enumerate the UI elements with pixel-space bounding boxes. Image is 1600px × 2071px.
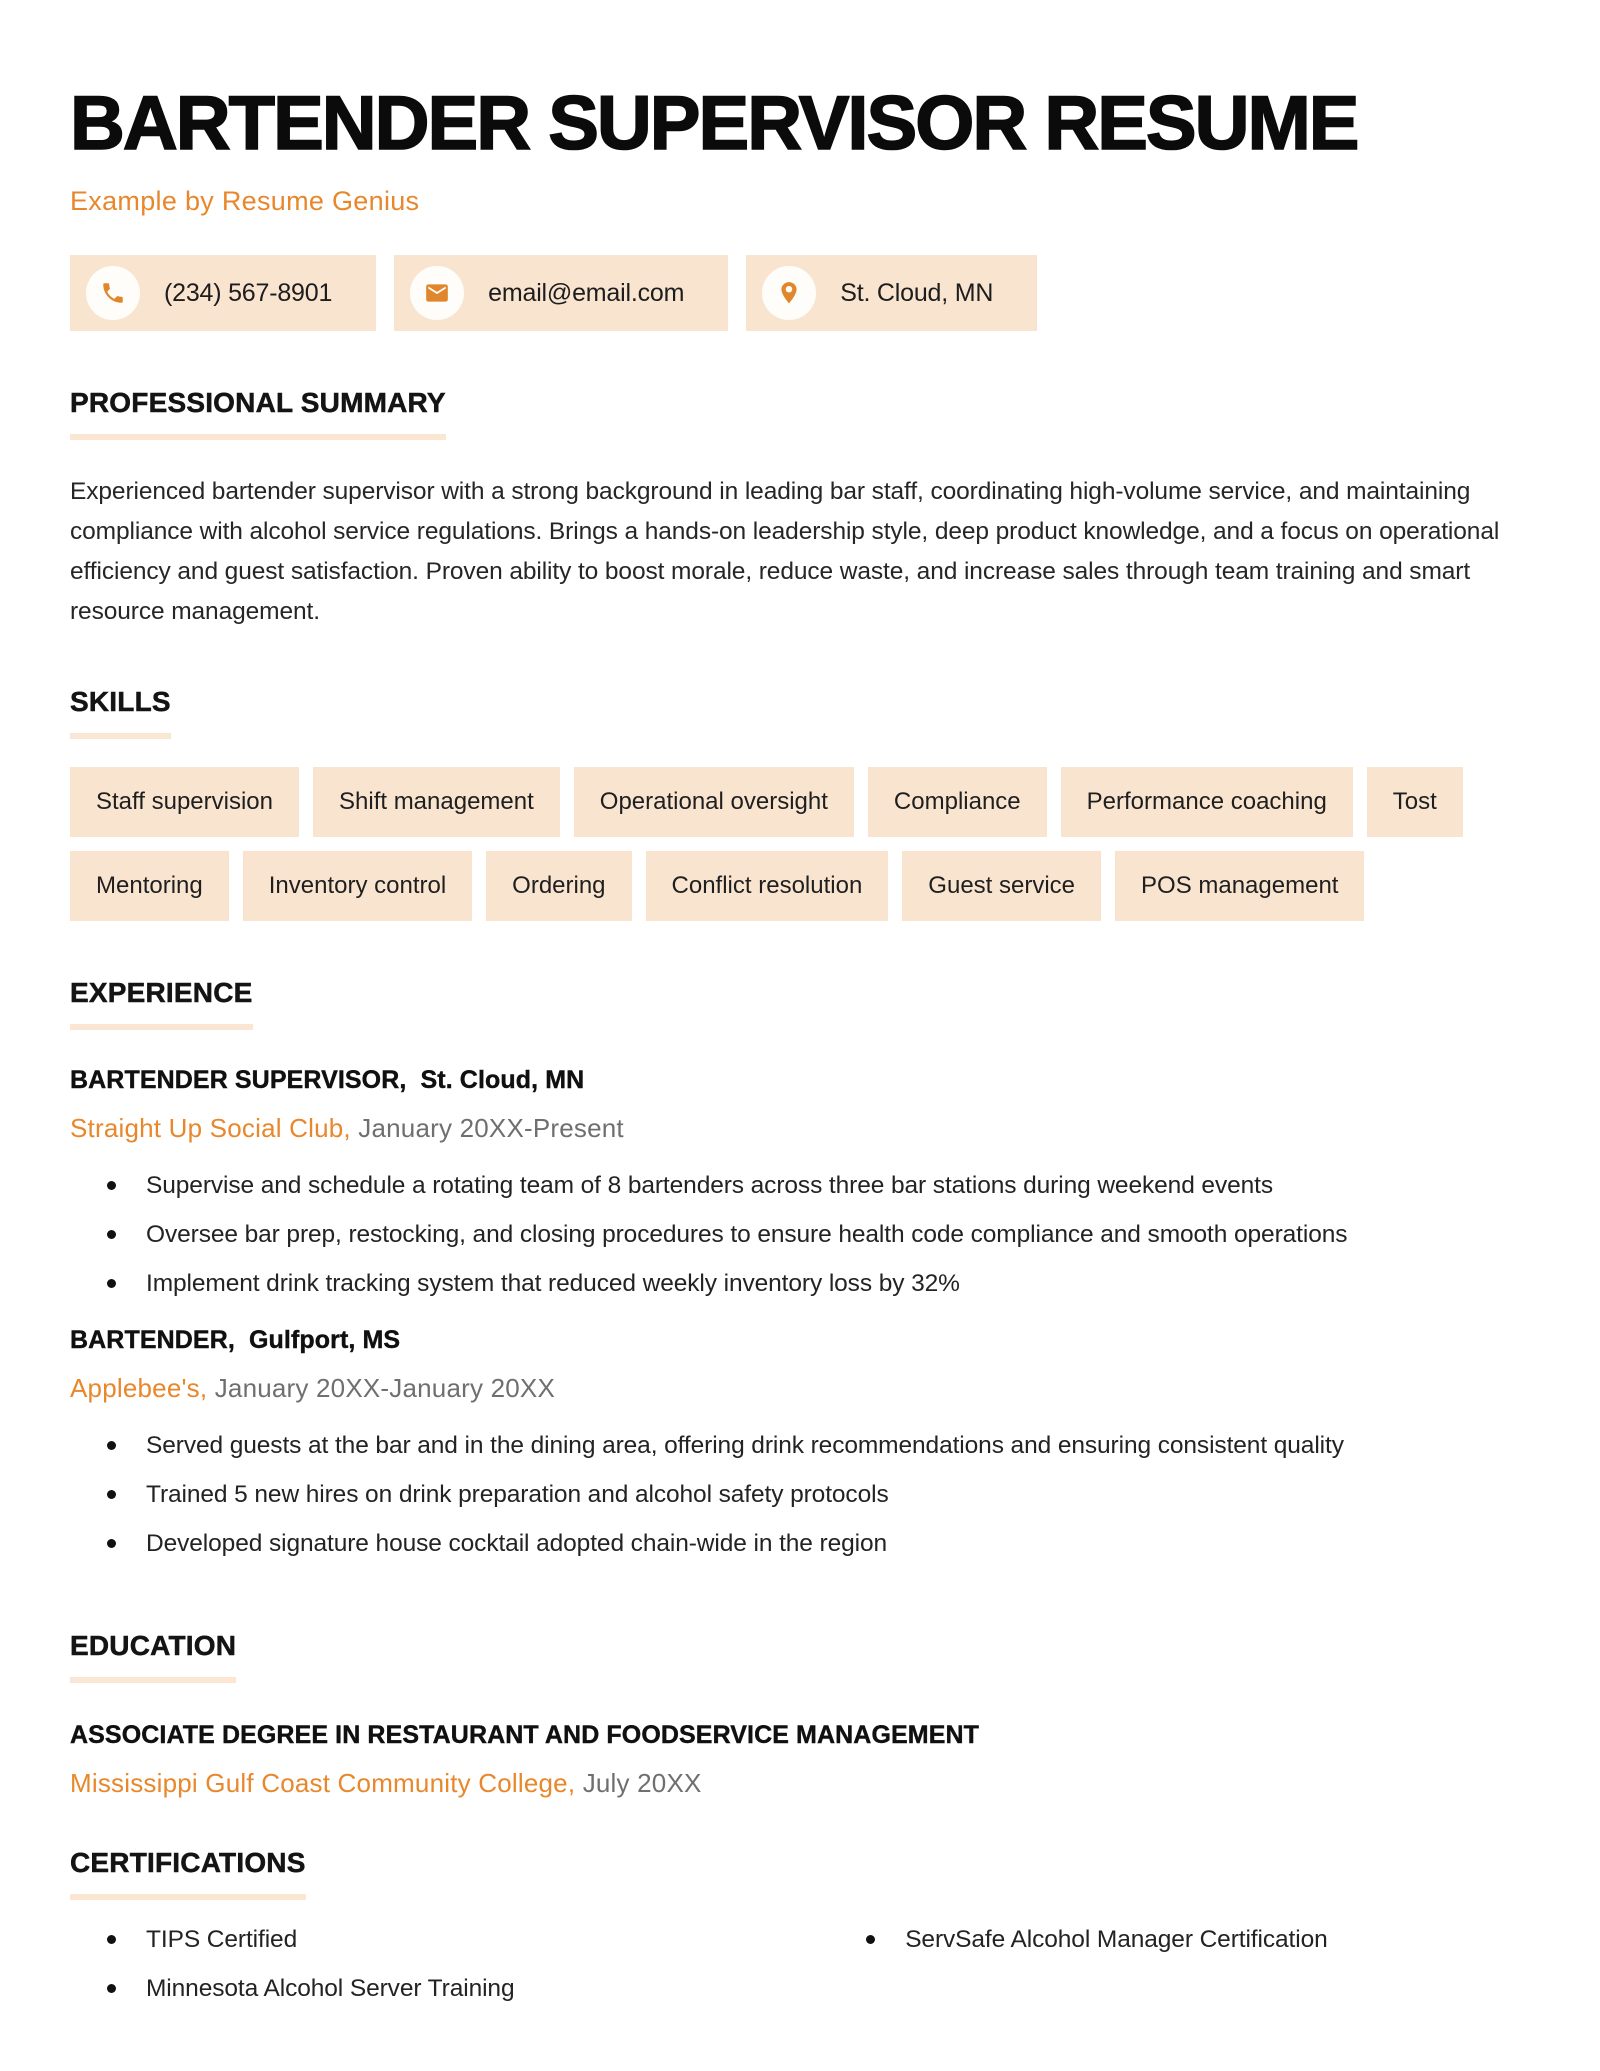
summary-section-heading: PROFESSIONAL SUMMARY xyxy=(70,387,446,440)
skill-chip: Conflict resolution xyxy=(646,851,889,921)
job-bullet-list xyxy=(70,1430,1530,1560)
email-value: email@email.com xyxy=(488,278,685,307)
contact-chip-email xyxy=(394,255,728,331)
school-name: Mississippi Gulf Coast Community College, xyxy=(70,1768,576,1798)
certifications-grid xyxy=(70,1924,1530,2022)
location-value: St. Cloud, MN xyxy=(840,278,994,307)
location-pin-icon xyxy=(762,266,816,320)
page-title: BARTENDER SUPERVISOR RESUME xyxy=(70,81,1358,166)
job-title: BARTENDER SUPERVISOR, St. Cloud, MN xyxy=(70,1066,585,1094)
contact-chip-phone xyxy=(70,255,376,331)
job-meta xyxy=(70,1113,1530,1144)
job-bullet: Trained 5 new hires on drink preparation and alcohol safety protocols xyxy=(70,1479,1530,1511)
job-bullet-list xyxy=(70,1170,1530,1300)
job-bullet: Implement drink tracking system that reduced weekly inventory loss by 32% xyxy=(70,1268,1530,1300)
skills-section-heading: SKILLS xyxy=(70,686,171,739)
education-section-heading: EDUCATION xyxy=(70,1630,236,1683)
mail-icon xyxy=(410,266,464,320)
degree-title: ASSOCIATE DEGREE IN RESTAURANT AND FOODSERVICE MANAGEMENT xyxy=(70,1721,979,1749)
job-meta xyxy=(70,1373,1530,1404)
job-bullet: Served guests at the bar and in the dining area, offering drink recommendations and ensuring consistent quality xyxy=(70,1430,1530,1462)
job-bullet: Supervise and schedule a rotating team of 8 bartenders across three bar stations during weekend events xyxy=(70,1170,1530,1202)
company-name: Applebee's, xyxy=(70,1373,208,1403)
experience-job-2 xyxy=(70,1326,1530,1560)
skill-chip: POS management xyxy=(1115,851,1364,921)
skills-chip-list xyxy=(70,767,1580,921)
job-bullet: Oversee bar prep, restocking, and closing procedures to ensure health code compliance and smooth operations xyxy=(70,1219,1530,1251)
job-title: BARTENDER, Gulfport, MS xyxy=(70,1326,401,1354)
certification-item: ServSafe Alcohol Manager Certification xyxy=(829,1924,1530,1956)
certifications-column-1 xyxy=(70,1924,829,2022)
experience-section-heading: EXPERIENCE xyxy=(70,977,253,1030)
job-bullet: Developed signature house cocktail adopted chain-wide in the region xyxy=(70,1528,1530,1560)
page-subtitle: Example by Resume Genius xyxy=(70,186,420,216)
job-dates: January 20XX-January 20XX xyxy=(214,1373,556,1403)
education-date: July 20XX xyxy=(582,1768,702,1798)
education-meta xyxy=(70,1768,1530,1799)
certification-item: Minnesota Alcohol Server Training xyxy=(70,1973,829,2005)
skill-chip: Performance coaching xyxy=(1061,767,1353,837)
skill-chip: Ordering xyxy=(486,851,631,921)
skill-chip: Operational oversight xyxy=(574,767,854,837)
contact-chip-location xyxy=(746,255,1037,331)
skill-chip: Tost xyxy=(1367,767,1463,837)
company-name: Straight Up Social Club, xyxy=(70,1113,351,1143)
skill-chip: Compliance xyxy=(868,767,1047,837)
skill-chip: Shift management xyxy=(313,767,560,837)
skill-chip: Mentoring xyxy=(70,851,229,921)
certifications-section-heading: CERTIFICATIONS xyxy=(70,1847,306,1900)
summary-text: Experienced bartender supervisor with a strong background in leading bar staff, coordinating high-volume service, and maintaining compliance with alcohol service regulations. Brings a hands-on leadership style, deep product knowledge, and a focus on operational efficiency and guest satisfaction. Proven ability to boost morale, reduce waste, and increase sales through team training and smart resource management. xyxy=(70,478,1500,625)
phone-value: (234) 567-8901 xyxy=(164,278,333,307)
experience-job-1 xyxy=(70,1066,1530,1300)
job-dates: January 20XX-Present xyxy=(358,1113,624,1143)
skill-chip: Staff supervision xyxy=(70,767,299,837)
contact-row xyxy=(70,255,1530,331)
certification-item: TIPS Certified xyxy=(70,1924,829,1956)
phone-icon xyxy=(86,266,140,320)
certifications-column-2 xyxy=(829,1924,1530,2022)
skill-chip: Inventory control xyxy=(243,851,472,921)
skill-chip: Guest service xyxy=(902,851,1101,921)
